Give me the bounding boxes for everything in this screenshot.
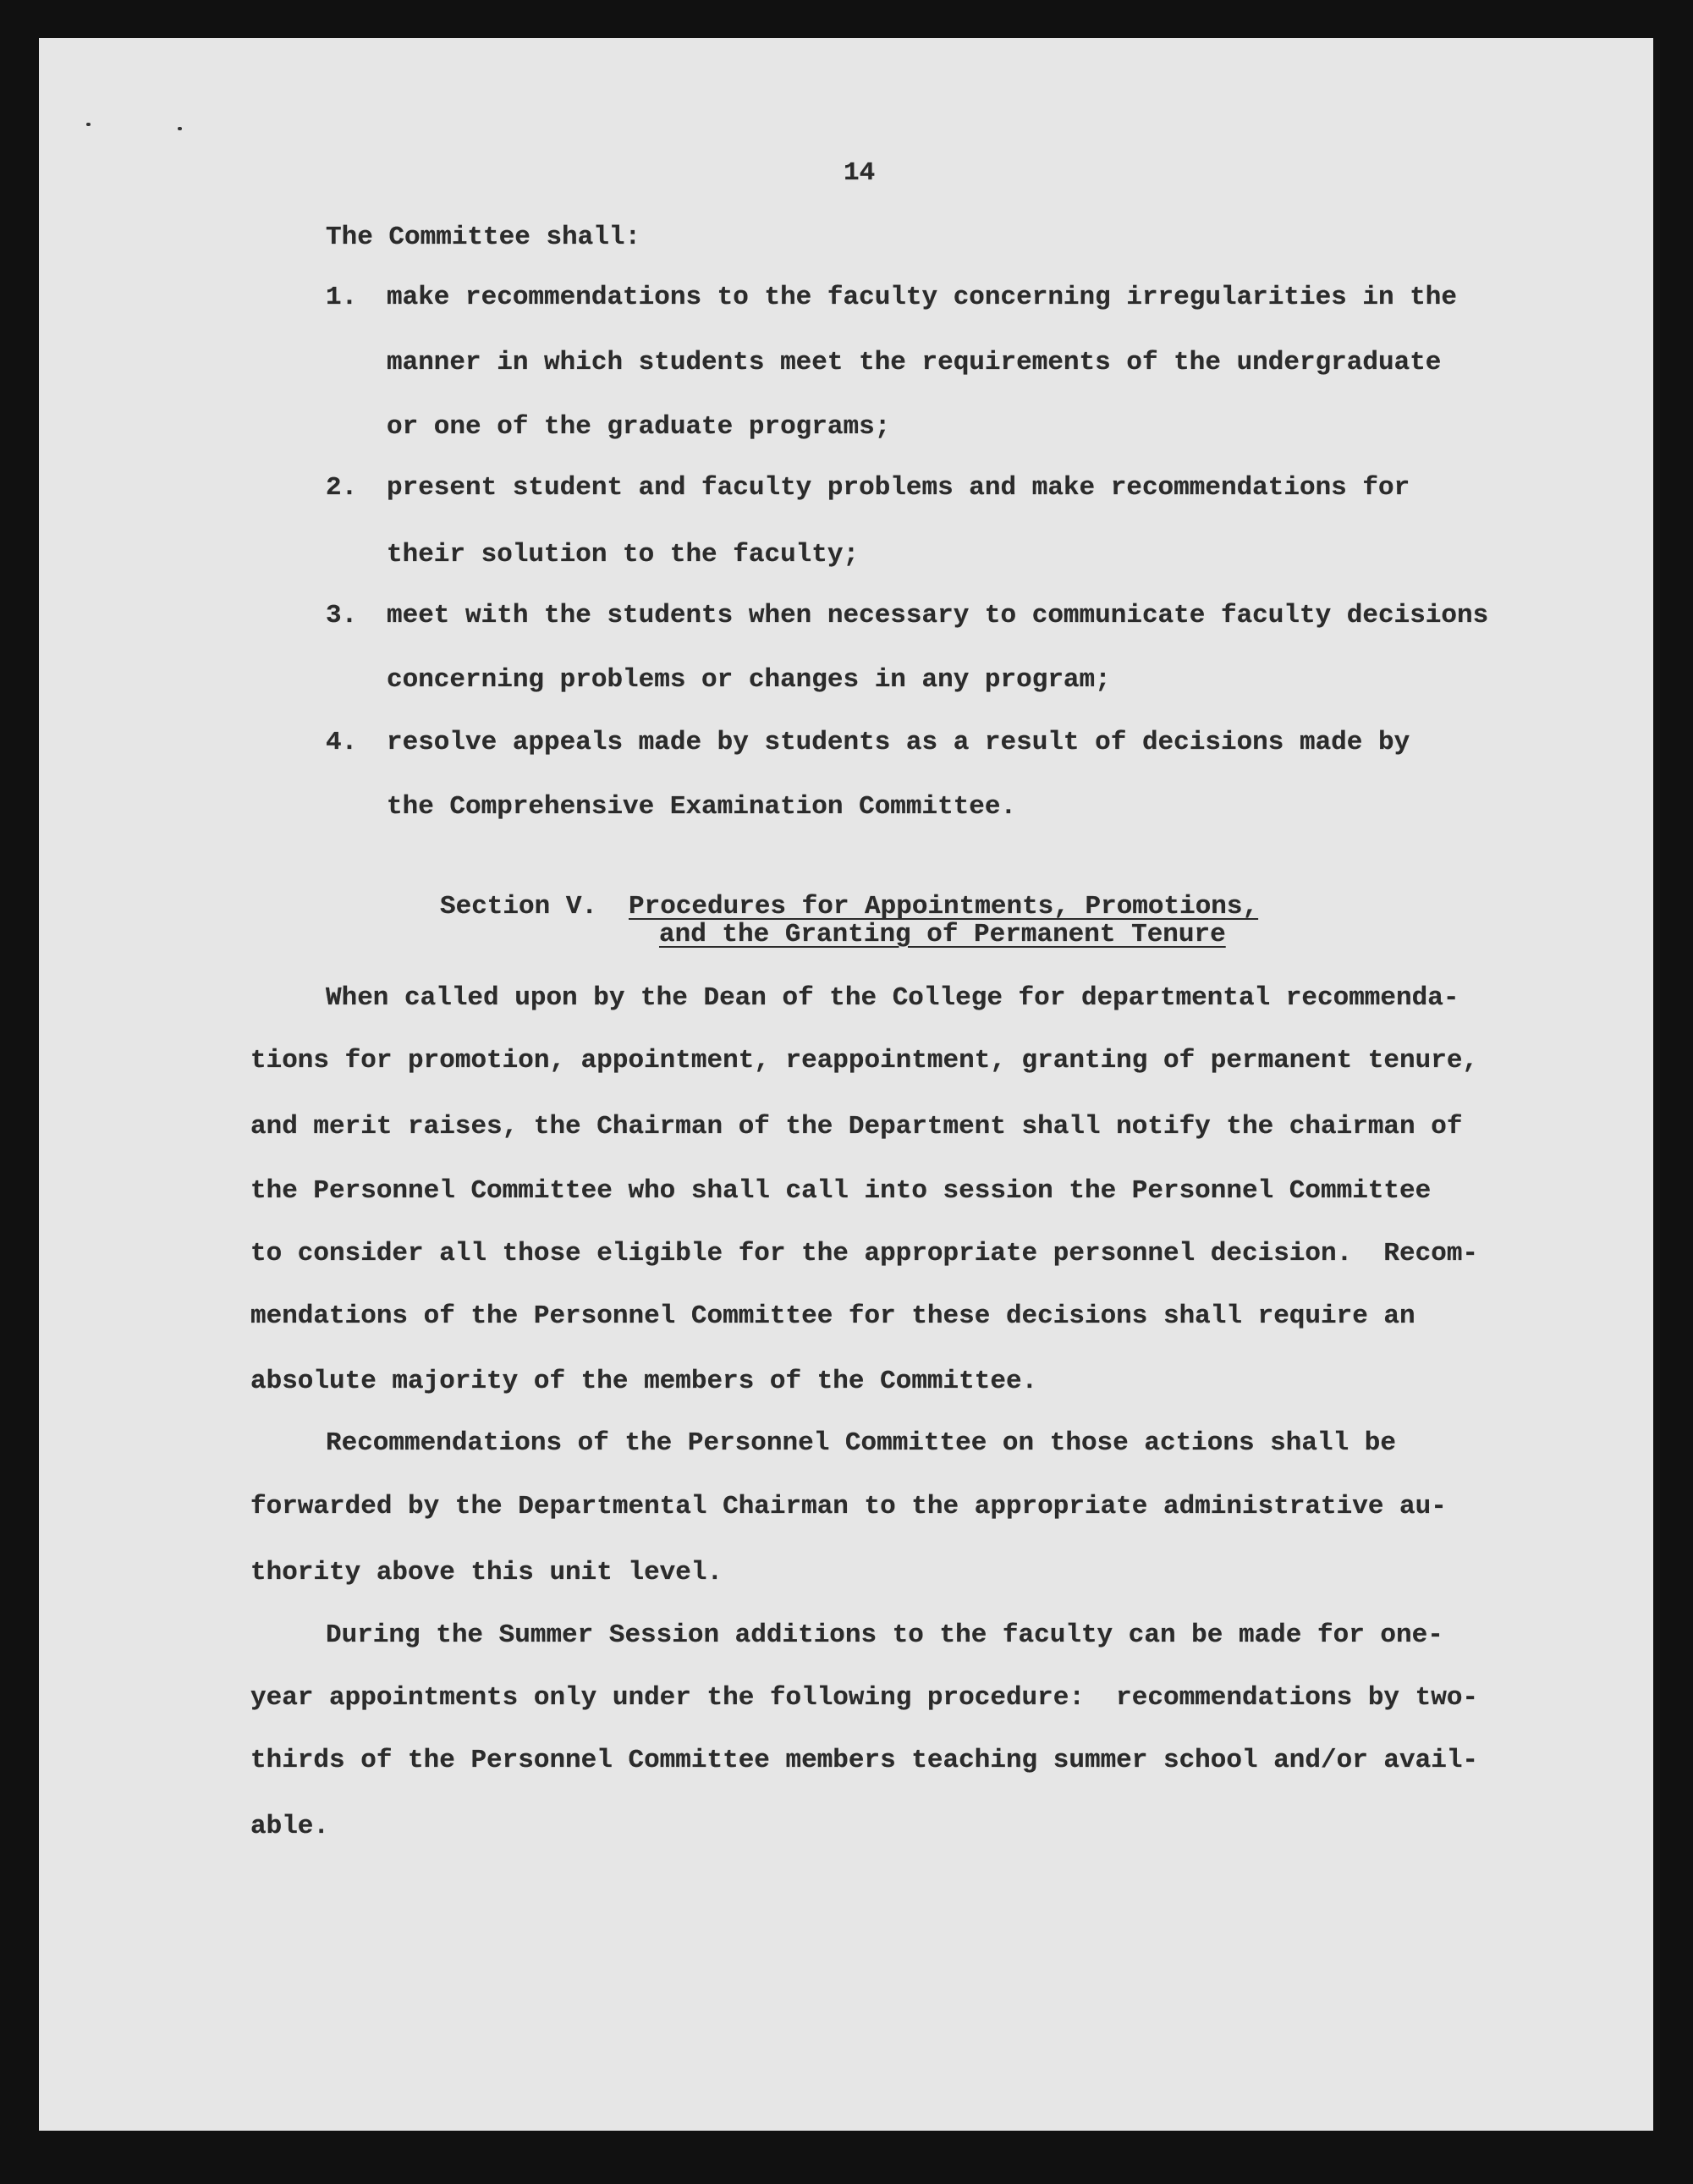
paragraph-line: During the Summer Session additions to the faculty can be made for one-	[326, 1620, 1443, 1650]
item-line: present student and faculty problems and make recommendations for	[387, 473, 1410, 503]
document-page	[39, 38, 1653, 2131]
item-number: 1.	[326, 283, 358, 312]
paragraph-line: to consider all those eligible for the appropriate personnel decision. Recom-	[250, 1239, 1479, 1268]
item-line: resolve appeals made by students as a result of decisions made by	[387, 728, 1410, 757]
speck-mark	[86, 123, 91, 126]
section-title: and the Granting of Permanent Tenure	[659, 920, 1226, 949]
item-line: their solution to the faculty;	[387, 540, 860, 569]
paragraph-line: forwarded by the Departmental Chairman to the appropriate administrative au-	[250, 1492, 1447, 1521]
item-line: manner in which students meet the requirements of the undergraduate	[387, 348, 1442, 377]
item-line: meet with the students when necessary to communicate faculty decisions	[387, 601, 1489, 630]
paragraph-line: absolute majority of the members of the Committee.	[250, 1367, 1038, 1396]
paragraph-line: and merit raises, the Chairman of the Department shall notify the chairman of	[250, 1112, 1463, 1142]
paragraph-line: Recommendations of the Personnel Committee on those actions shall be	[326, 1428, 1397, 1458]
paragraph-line: thority above this unit level.	[250, 1558, 723, 1587]
paragraph-line: the Personnel Committee who shall call into session the Personnel Committee	[250, 1176, 1432, 1206]
paragraph-line: thirds of the Personnel Committee members teaching summer school and/or avail-	[250, 1746, 1479, 1775]
item-number: 2.	[326, 473, 358, 503]
speck-mark	[178, 127, 182, 130]
paragraph-line: mendations of the Personnel Committee for these decisions shall require an	[250, 1301, 1415, 1331]
section-title: Procedures for Appointments, Promotions,	[629, 892, 1259, 921]
paragraph-line: year appointments only under the following procedure: recommendations by two-	[250, 1683, 1479, 1713]
item-number: 3.	[326, 601, 358, 630]
section-label: Section V.	[440, 892, 598, 921]
paragraph-line: tions for promotion, appointment, reappointment, granting of permanent tenure,	[250, 1046, 1479, 1075]
item-number: 4.	[326, 728, 358, 757]
item-line: concerning problems or changes in any program;	[387, 665, 1111, 695]
paragraph-line: able.	[250, 1812, 330, 1841]
paragraph-line: When called upon by the Dean of the College for departmental recommenda-	[326, 983, 1459, 1013]
intro-text: The Committee shall:	[326, 223, 641, 252]
item-line: make recommendations to the faculty concerning irregularities in the	[387, 283, 1458, 312]
page-number: 14	[844, 158, 876, 188]
item-line: or one of the graduate programs;	[387, 412, 891, 442]
item-line: the Comprehensive Examination Committee.	[387, 792, 1017, 822]
